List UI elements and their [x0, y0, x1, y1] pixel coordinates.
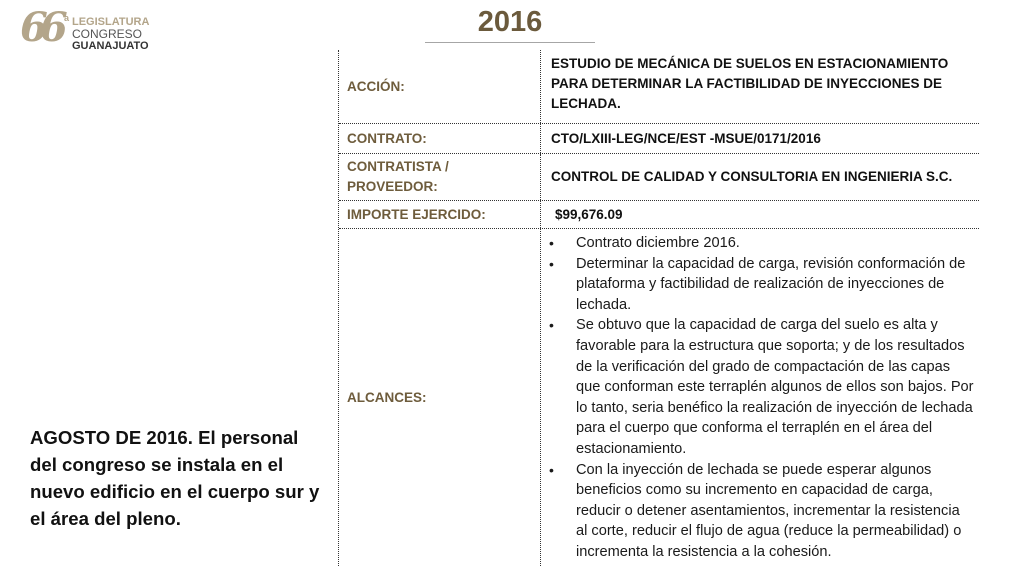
row-value: $99,676.09: [555, 206, 623, 222]
timeline-caption: AGOSTO DE 2016. El personal del congreso se instala en el nuevo edificio en el cuerpo sur y el área del pleno.: [30, 427, 320, 529]
list-item-text: Se obtuvo que la capacidad de carga del suelo es alta y favorable para la estructura que soporta; y de los resultados de la verificación del grado de compactación de las capas que conforman este terraplén algunos de ellos son bajos. Por lo tanto, seria benéfico la realización de inyección de lechada para el cuerpo que conforma el terraplén en el área del estacionamiento.: [576, 317, 974, 457]
table-row-alcances: [339, 229, 979, 566]
logo-number: 66: [20, 4, 60, 51]
row-label: CONTRATISTA / PROVEEDOR:: [339, 154, 541, 200]
bullet-icon: •: [549, 255, 554, 272]
logo-line-legislatura: LEGISLATURA: [72, 16, 150, 28]
scope-bullet-list: [547, 233, 975, 563]
bullet-icon: •: [549, 461, 554, 478]
bullet-icon: •: [549, 235, 554, 251]
row-value: CTO/LXIII-LEG/NCE/EST -MSUE/0171/2016: [551, 130, 821, 146]
list-item-text: Determinar la capacidad de carga, revisión conformación de plataforma y factibilidad de realización de inyecciones de lechada.: [576, 255, 966, 313]
list-item-text: Con la inyección de lechada se puede esperar algunos beneficios como su incremento en capacidad de carga, reducir o detener asentamientos, incrementar la resistencia al corte, reducir el flujo de agua (reduce la permeabilidad) o incrementa la resistencia a la cohesión.: [576, 461, 962, 560]
row-value: CONTROL DE CALIDAD Y CONSULTORIA EN INGENIERIA S.C.: [551, 169, 953, 184]
table-row-accion: [339, 50, 979, 124]
row-label: ALCANCES:: [339, 229, 541, 566]
list-item: [547, 315, 975, 459]
table-row-importe: [339, 201, 979, 229]
row-label: ACCIÓN:: [339, 50, 541, 123]
logo-line-congreso: CONGRESO: [72, 27, 143, 41]
congress-logo: [20, 4, 150, 52]
list-item: [547, 254, 975, 316]
project-table: [338, 50, 979, 566]
bullet-icon: •: [549, 317, 554, 334]
list-item: [547, 233, 975, 254]
title-underline: [425, 42, 595, 43]
logo-superscript: a: [64, 13, 70, 23]
list-item-text: Contrato diciembre 2016.: [576, 235, 740, 251]
list-item: [547, 460, 975, 563]
row-value: ESTUDIO DE MECÁNICA DE SUELOS EN ESTACIONAMIENTO PARA DETERMINAR LA FACTIBILIDAD DE INYECCIONES DE LECHADA.: [551, 56, 949, 111]
row-label: CONTRATO:: [339, 124, 541, 153]
row-value: [541, 229, 979, 566]
logo-line-guanajuato: GUANAJUATO: [72, 40, 149, 52]
table-row-contratista: [339, 154, 979, 201]
page-title: 2016: [477, 6, 543, 38]
table-row-contrato: [339, 124, 979, 154]
row-label: IMPORTE EJERCIDO:: [339, 201, 541, 228]
